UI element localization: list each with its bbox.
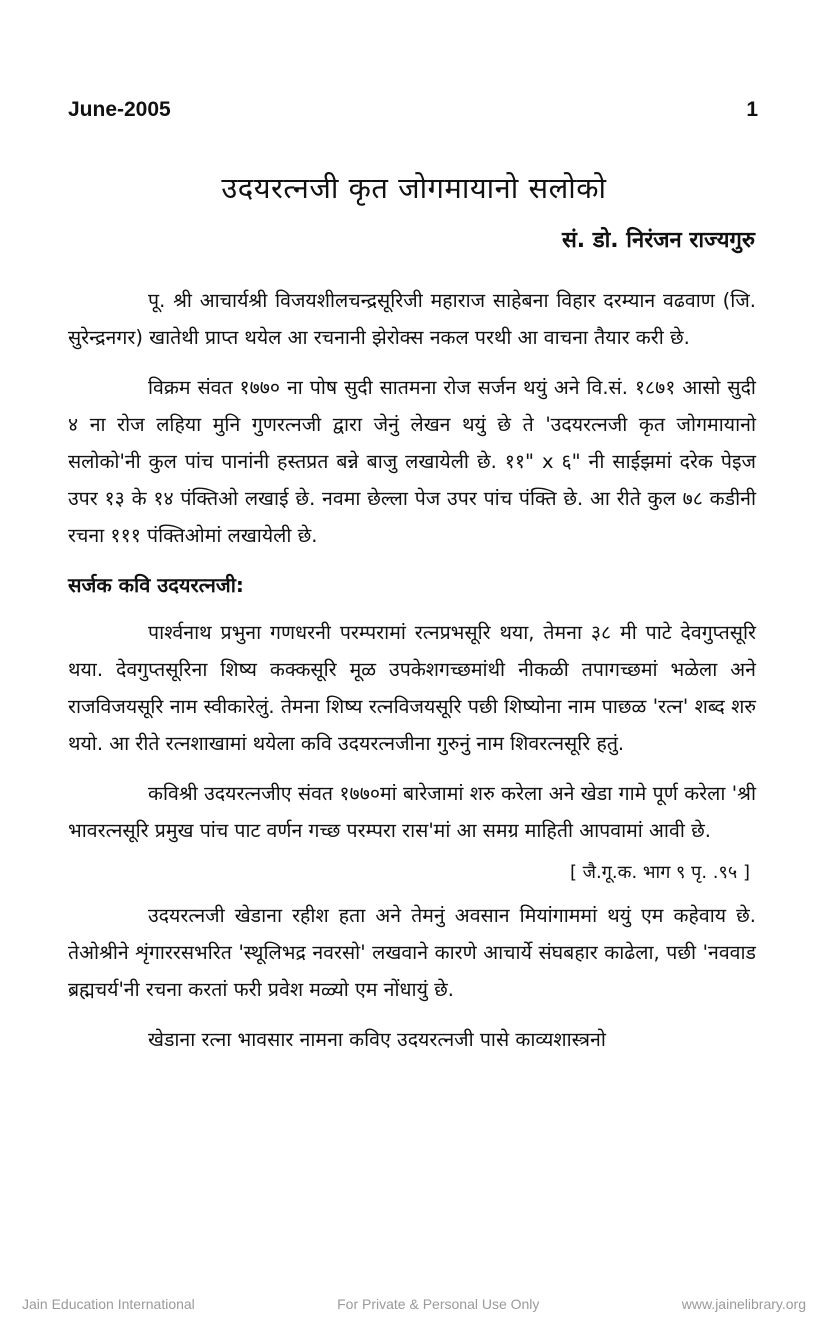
article-body <box>68 282 756 1071</box>
paragraph-ras: कविश्री उदयरत्नजीए संवत १७७०मां बारेजामां शरु करेला अने खेडा गामे पूर्ण करेला 'श्री भावरत्नसूरि प्रमुख पांच पाट वर्णन गच्छ परम्परा रास'मां आ समग्र माहिती आपवामां आवी छे. <box>68 782 756 842</box>
footer-usage: For Private & Personal Use Only <box>337 1296 540 1312</box>
article-author: सं. डो. निरंजन राज्यगुरु <box>561 228 755 253</box>
paragraph-biography: उदयरत्नजी खेडाना रहीश हता अने तेमनुं अवसान मियांगाममां थयुं एम कहेवाय छे. तेओश्रीने शृंगाररसभरित 'स्थूलिभद्र नवरसो' लखवाने कारणे आचार्ये संघबहार काढेला, पछी 'नववाड ब्रह्मचर्य'नी रचना करतां फरी प्रवेश मळ्यो एम नोंधायुं छे. <box>68 904 756 1001</box>
citation: [ जै.गू.क. भाग ९ पृ. .९५ ] <box>569 862 750 883</box>
footer-website: www.jainelibrary.org <box>681 1296 806 1312</box>
paragraph-continued: खेडाना रत्ना भावसार नामना कविए उदयरत्नजी पासे काव्यशास्त्रनो <box>148 1028 606 1051</box>
paragraph-manuscript: विक्रम संवत १७७० ना पोष सुदी सातमना रोज सर्जन थयुं अने वि.सं. १८७१ आसो सुदी ४ ना रोज लहिया मुनि गुणरत्नजी द्वारा जेनुं लेखन थयुं छे ते 'उदयरत्नजी कृत जोगमायानो सलोको'नी कुल पांच पानांनी हस्तप्रत बन्ने बाजु लखायेली छे. ११" x ६" नी साईझमां दरेक पेइज उपर १३ के १४ पंक्तिओ लखाई छे. नवमा छेल्ला पेज उपर पांच पंक्ति छे. आ रीते कुल ७८ कडीनी रचना १११ पंक्तिओमां लखायेली छे. <box>68 376 756 547</box>
page-header <box>68 98 758 122</box>
footer-publisher: Jain Education International <box>22 1296 195 1312</box>
page-footer <box>22 1296 806 1312</box>
issue-date: June-2005 <box>68 98 171 121</box>
paragraph-source: पू. श्री आचार्यश्री विजयशीलचन्द्रसूरिजी महाराज साहेबना विहार दरम्यान वढवाण (जि. सुरेन्द्रनगर) खातेथी प्राप्त थयेल आ रचनानी झेरोक्स नकल परथी आ वाचना तैयार करी छे. <box>68 289 756 349</box>
page-number: 1 <box>746 98 758 121</box>
section-heading: सर्जक कवि उदयरत्नजी: <box>68 573 244 597</box>
paragraph-lineage: पार्श्वनाथ प्रभुना गणधरनी परम्परामां रत्नप्रभसूरि थया, तेमना ३८ मी पाटे देवगुप्तसूरि थया. देवगुप्तसूरिना शिष्य कक्कसूरि मूळ उपकेशगच्छमांथी नीकळी तपागच्छमां भळेला अने राजविजयसूरि नाम स्वीकारेलुं. तेमना शिष्य रत्नविजयसूरि पछी शिष्योना नाम पाछळ 'रत्न' शब्द शरु थयो. आ रीते रत्नशाखामां थयेला कवि उदयरत्नजीना गुरुनुं नाम शिवरत्नसूरि हतुं. <box>68 621 756 755</box>
article-title: उदयरत्नजी कृत जोगमायानो सलोको <box>221 171 607 205</box>
